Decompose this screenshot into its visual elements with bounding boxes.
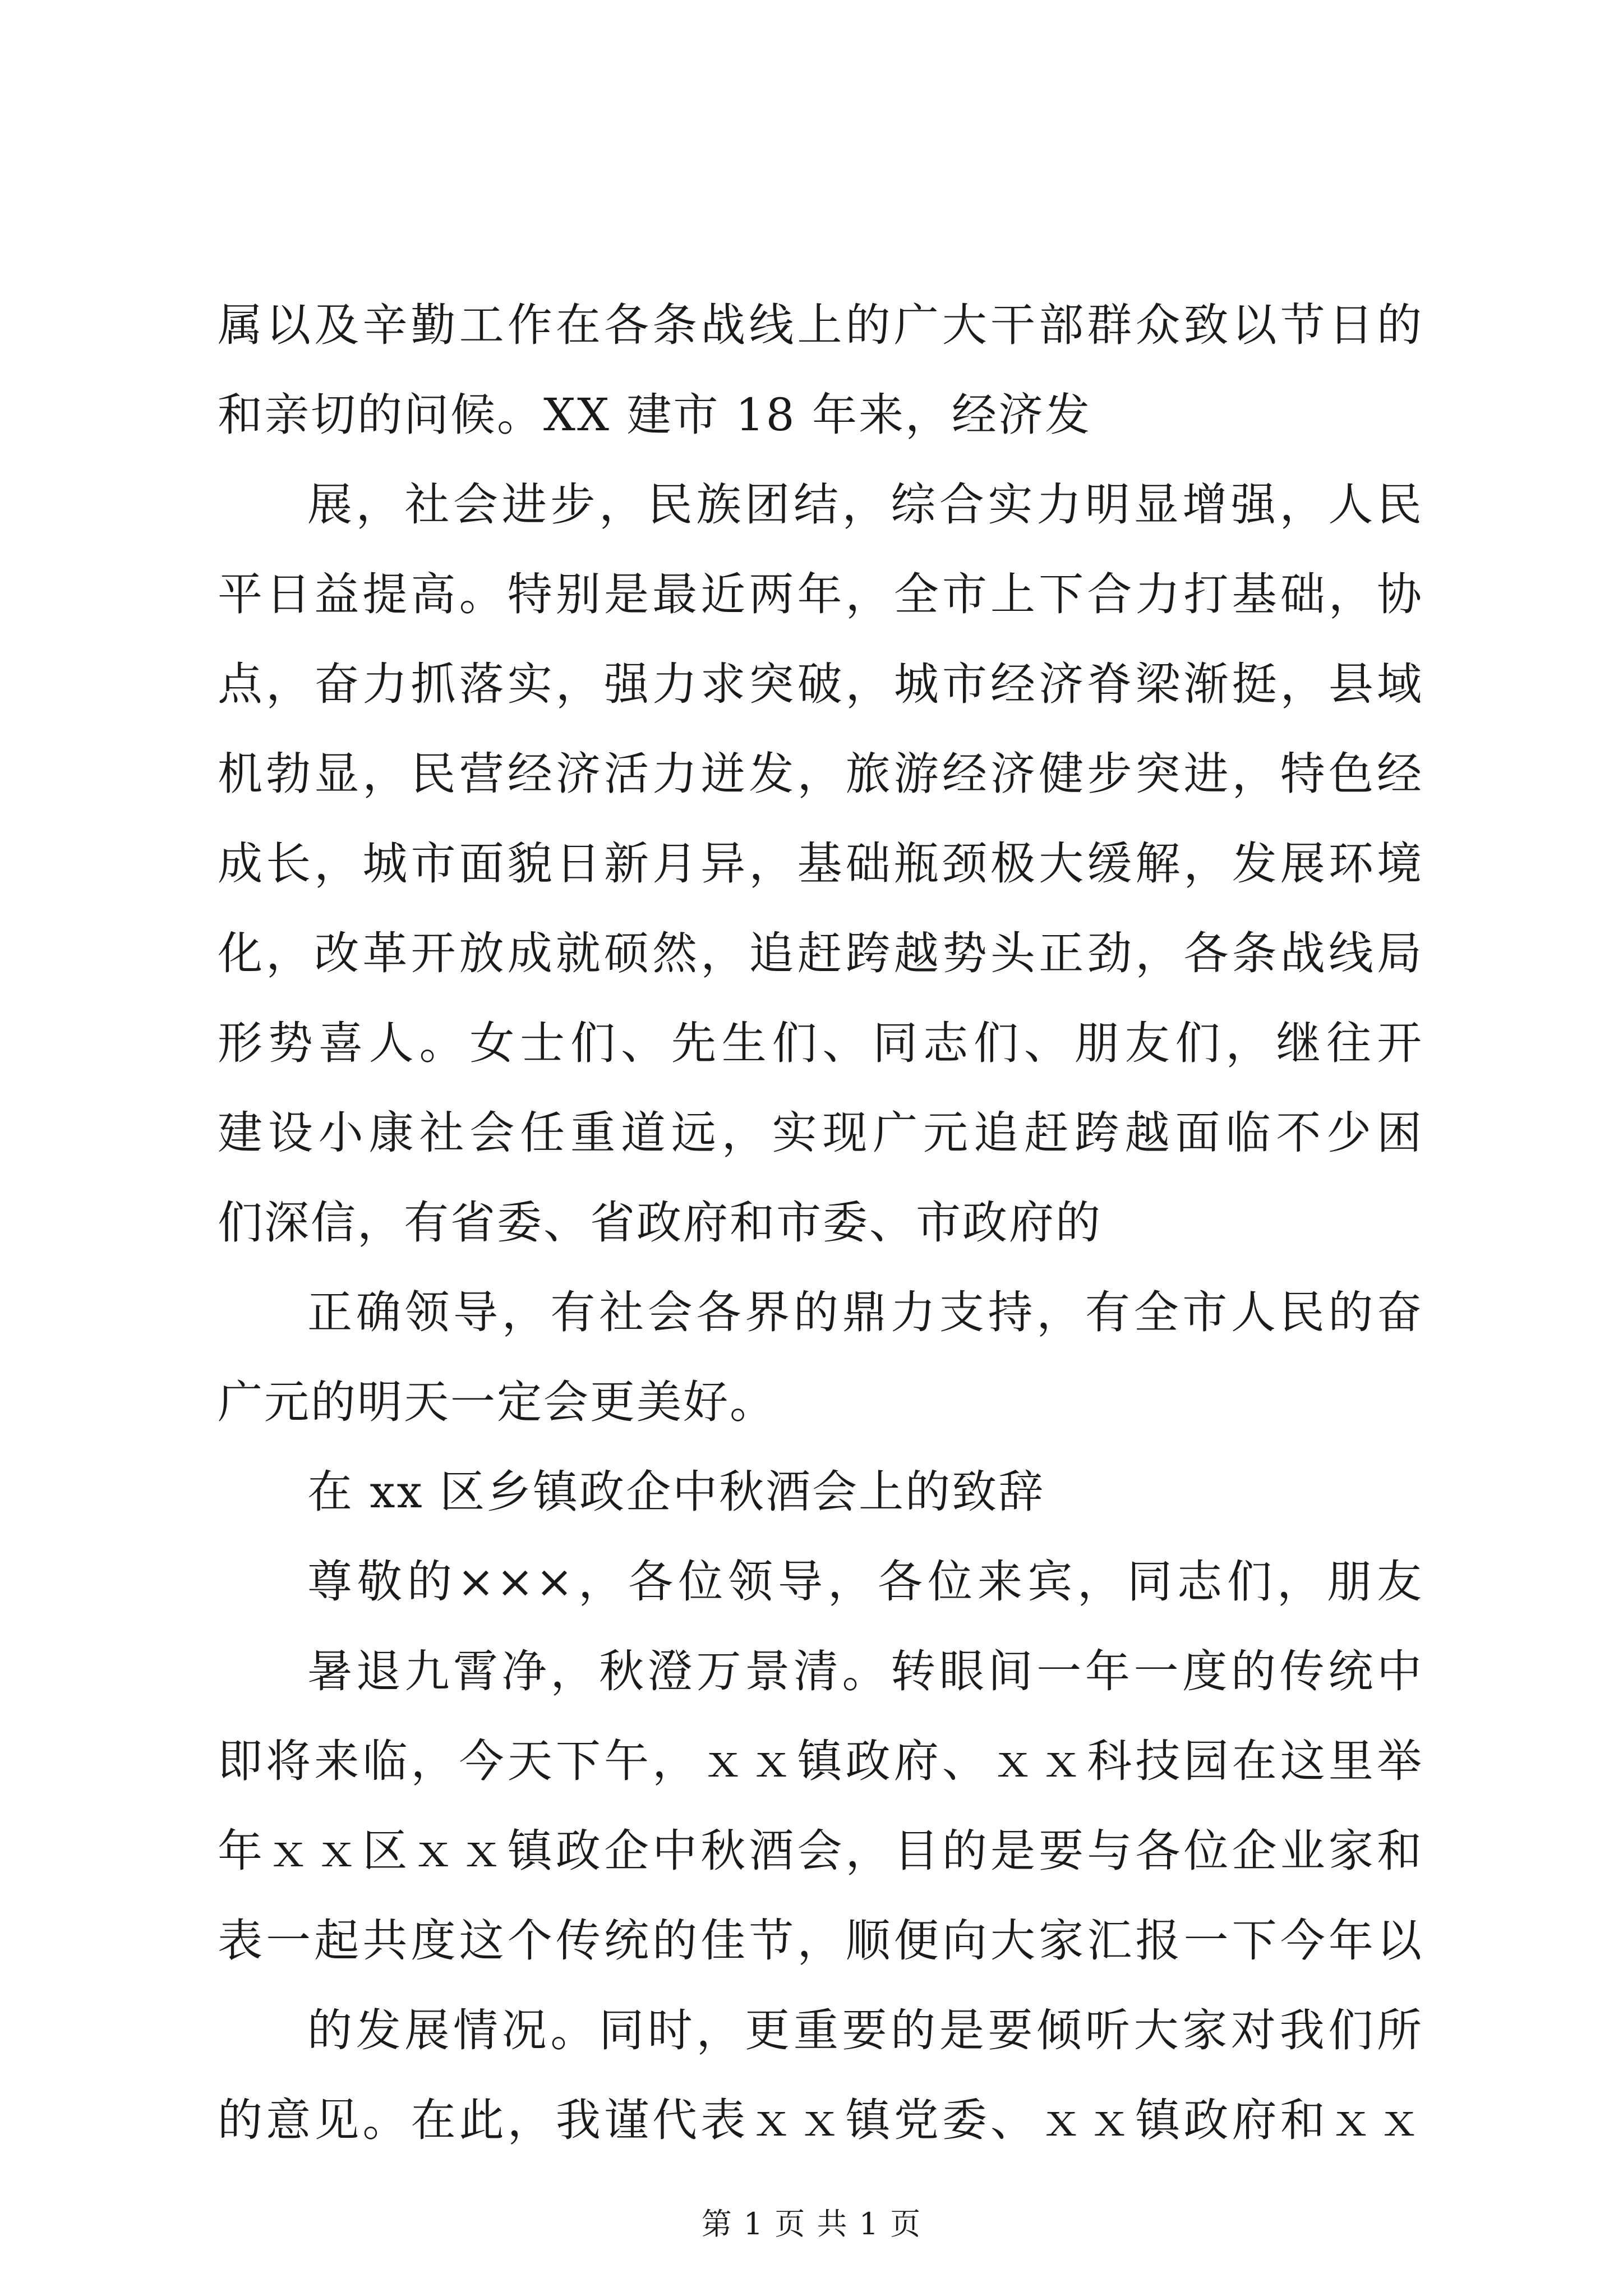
text-line: 点，奋力抓落实，强力求突破，城市经济脊梁渐挺，县域 — [218, 658, 1423, 710]
paragraph-first-line: 暑退九霄净，秋澄万景清。转眼间一年一度的传统中 — [307, 1645, 1423, 1697]
text-line: 机勃显，民营经济活力迸发，旅游经济健步突进，特色经 — [218, 748, 1423, 800]
text-line: 形势喜人。女士们、先生们、同志们、朋友们，继往开 — [218, 1017, 1423, 1069]
text-line: 即将来临，今天下午，ｘｘ镇政府、ｘｘ科技园在这里举 — [218, 1735, 1423, 1787]
text-line: 建设小康社会任重道远，实现广元追赶跨越面临不少困 — [218, 1107, 1423, 1159]
paragraph-first-line: 的发展情况。同时，更重要的是要倾听大家对我们所 — [307, 2004, 1423, 2056]
text-line: 广元的明天一定会更美好。 — [218, 1376, 776, 1428]
section-heading: 在 xx 区乡镇政企中秋酒会上的致辞 — [307, 1466, 1045, 1518]
text-line: 年ｘｘ区ｘｘ镇政企中秋酒会，目的是要与各位企业家和 — [218, 1825, 1423, 1877]
text-line: 们深信，有省委、省政府和市委、市政府的 — [218, 1197, 1102, 1249]
text-line: 的意见。在此，我谨代表ｘｘ镇党委、ｘｘ镇政府和ｘｘ — [218, 2094, 1423, 2146]
text-line: 成长，城市面貌日新月异，基础瓶颈极大缓解，发展环境 — [218, 838, 1423, 890]
page-number-footer: 第 1 页 共 1 页 — [701, 2206, 922, 2242]
paragraph-first-line: 正确领导，有社会各界的鼎力支持，有全市人民的奋 — [307, 1286, 1423, 1338]
paragraph-first-line: 展，社会进步，民族团结，综合实力明显增强，人民 — [307, 478, 1423, 531]
text-line: 表一起共度这个传统的佳节，顺便向大家汇报一下今年以 — [218, 1915, 1423, 1967]
text-line: 和亲切的问候。XX 建市 18 年来，经济发 — [218, 389, 1091, 441]
salutation: 尊敬的×××，各位领导，各位来宾，同志们，朋友 — [307, 1556, 1423, 1608]
text-line: 属以及辛勤工作在各条战线上的广大干部群众致以节日的 — [218, 299, 1423, 351]
text-line: 平日益提高。特别是最近两年，全市上下合力打基础，协 — [218, 568, 1423, 620]
text-line: 化，改革开放成就硕然，追赶跨越势头正劲，各条战线局 — [218, 927, 1423, 979]
